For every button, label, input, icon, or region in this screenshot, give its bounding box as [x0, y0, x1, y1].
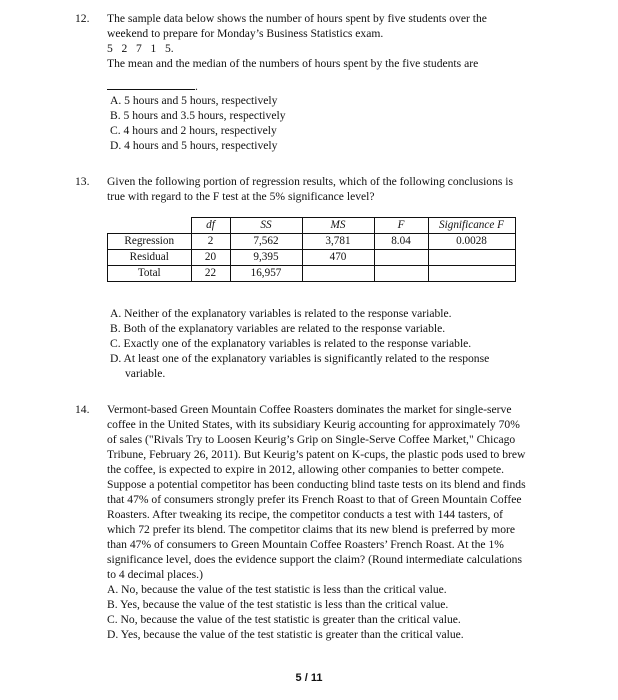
stem-line: Tribune, February 26, 2011). But Keurig’s patent on K-cups, the plastic pods used to brew — [107, 448, 526, 461]
table-cell: 9,395 — [230, 250, 302, 266]
table-cell — [374, 266, 428, 282]
table-row — [108, 250, 516, 266]
table-cell: 3,781 — [302, 234, 374, 250]
stem-line: Given the following portion of regression results, which of the following conclusions is — [107, 175, 514, 188]
row-label: Residual — [108, 250, 192, 266]
table-row — [108, 266, 516, 282]
question-number: 12. — [75, 12, 90, 25]
table-header-cell: Significance F — [428, 218, 515, 234]
question-number: 13. — [75, 175, 90, 188]
choice-d[interactable]: D. 4 hours and 5 hours, respectively — [110, 139, 278, 152]
page-number: 5 / 11 — [295, 672, 323, 684]
choice-b[interactable]: B. 5 hours and 3.5 hours, respectively — [110, 109, 286, 122]
choice-c[interactable]: C. No, because the value of the test statistic is greater than the critical value. — [107, 613, 461, 626]
table-cell: 7,562 — [230, 234, 302, 250]
table-cell: 22 — [191, 266, 230, 282]
stem-line: which 72 prefer its blend. The competitor claims that its new blend is preferred by more — [107, 523, 516, 536]
table-header-cell: SS — [230, 218, 302, 234]
row-label: Total — [108, 266, 192, 282]
blank-line — [107, 76, 195, 90]
stem-line: weekend to prepare for Monday’s Business Statistics exam. — [107, 27, 384, 40]
table-header-cell: MS — [302, 218, 374, 234]
question-13-choices — [110, 306, 555, 381]
stem-line: of sales ("Rivals Try to Loosen Keurig’s Grip on Single-Serve Coffee Market," Chicago — [107, 433, 516, 446]
choice-b[interactable]: B. Yes, because the value of the test statistic is less than the critical value. — [107, 598, 449, 611]
table-row — [108, 234, 516, 250]
question-body — [107, 402, 552, 642]
stem-line: the coffee, is expected to expire in 2012, allowing other companies to better compete. — [107, 463, 505, 476]
blank-period: . — [195, 80, 198, 93]
choice-d[interactable]: D. Yes, because the value of the test statistic is greater than the critical value. — [107, 628, 464, 641]
choice-a[interactable]: A. No, because the value of the test statistic is less than the critical value. — [107, 583, 447, 596]
choice-d-continuation: variable. — [125, 367, 166, 380]
choice-c[interactable]: C. 4 hours and 2 hours, respectively — [110, 124, 277, 137]
answer-blank — [107, 76, 552, 94]
table-cell: 0.0028 — [428, 234, 515, 250]
table-cell: 2 — [191, 234, 230, 250]
row-label: Regression — [108, 234, 192, 250]
table-cell: 16,957 — [230, 266, 302, 282]
choice-b[interactable]: B. Both of the explanatory variables are related to the response variable. — [110, 322, 446, 335]
question-text: The mean and the median of the numbers of hours spent by the five students are — [107, 57, 479, 70]
table-cell — [428, 266, 515, 282]
regression-table — [107, 217, 516, 282]
table-header-cell — [108, 218, 192, 234]
choice-a[interactable]: A. 5 hours and 5 hours, respectively — [110, 94, 278, 107]
stem-line: significance level, does the evidence support the claim? (Round intermediate calculations — [107, 553, 522, 566]
choice-d[interactable]: D. At least one of the explanatory variables is significantly related to the response — [110, 352, 490, 365]
table-cell — [428, 250, 515, 266]
choices — [110, 93, 555, 153]
stem-line: to 4 decimal places.) — [107, 568, 203, 581]
stem-line: coffee in the United States, with its subsidiary Keurig accounting for approximately 70% — [107, 418, 520, 431]
stem-line: Suppose a potential competitor has been conducting blind taste tests on its blend and finds — [107, 478, 526, 491]
question-body — [107, 174, 552, 204]
table-cell: 20 — [191, 250, 230, 266]
table-cell — [302, 266, 374, 282]
table-cell: 470 — [302, 250, 374, 266]
data-values: 5 2 7 1 5. — [107, 42, 174, 55]
choice-c[interactable]: C. Exactly one of the explanatory variables is related to the response variable. — [110, 337, 472, 350]
table-header-cell: df — [191, 218, 230, 234]
question-body — [107, 11, 552, 94]
choice-a[interactable]: A. Neither of the explanatory variables is related to the response variable. — [110, 307, 452, 320]
table-header-cell: F — [374, 218, 428, 234]
stem-line: that 47% of consumers strongly prefer its French Roast to that of Green Mountain Coffee — [107, 493, 522, 506]
stem-line: Roasters. After tweaking its recipe, the competitor conducts a test with 144 tasters, of — [107, 508, 504, 521]
question-number: 14. — [75, 403, 90, 416]
stem-line: than 47% of consumers to Green Mountain Coffee Roasters’ French Roast. At the 1% — [107, 538, 504, 551]
stem-line: The sample data below shows the number of hours spent by five students over the — [107, 12, 487, 25]
table-header-row — [108, 218, 516, 234]
table-cell — [374, 250, 428, 266]
stem-line: true with regard to the F test at the 5% significance level? — [107, 190, 375, 203]
stem-line: Vermont-based Green Mountain Coffee Roasters dominates the market for single-serve — [107, 403, 512, 416]
table-cell: 8.04 — [374, 234, 428, 250]
